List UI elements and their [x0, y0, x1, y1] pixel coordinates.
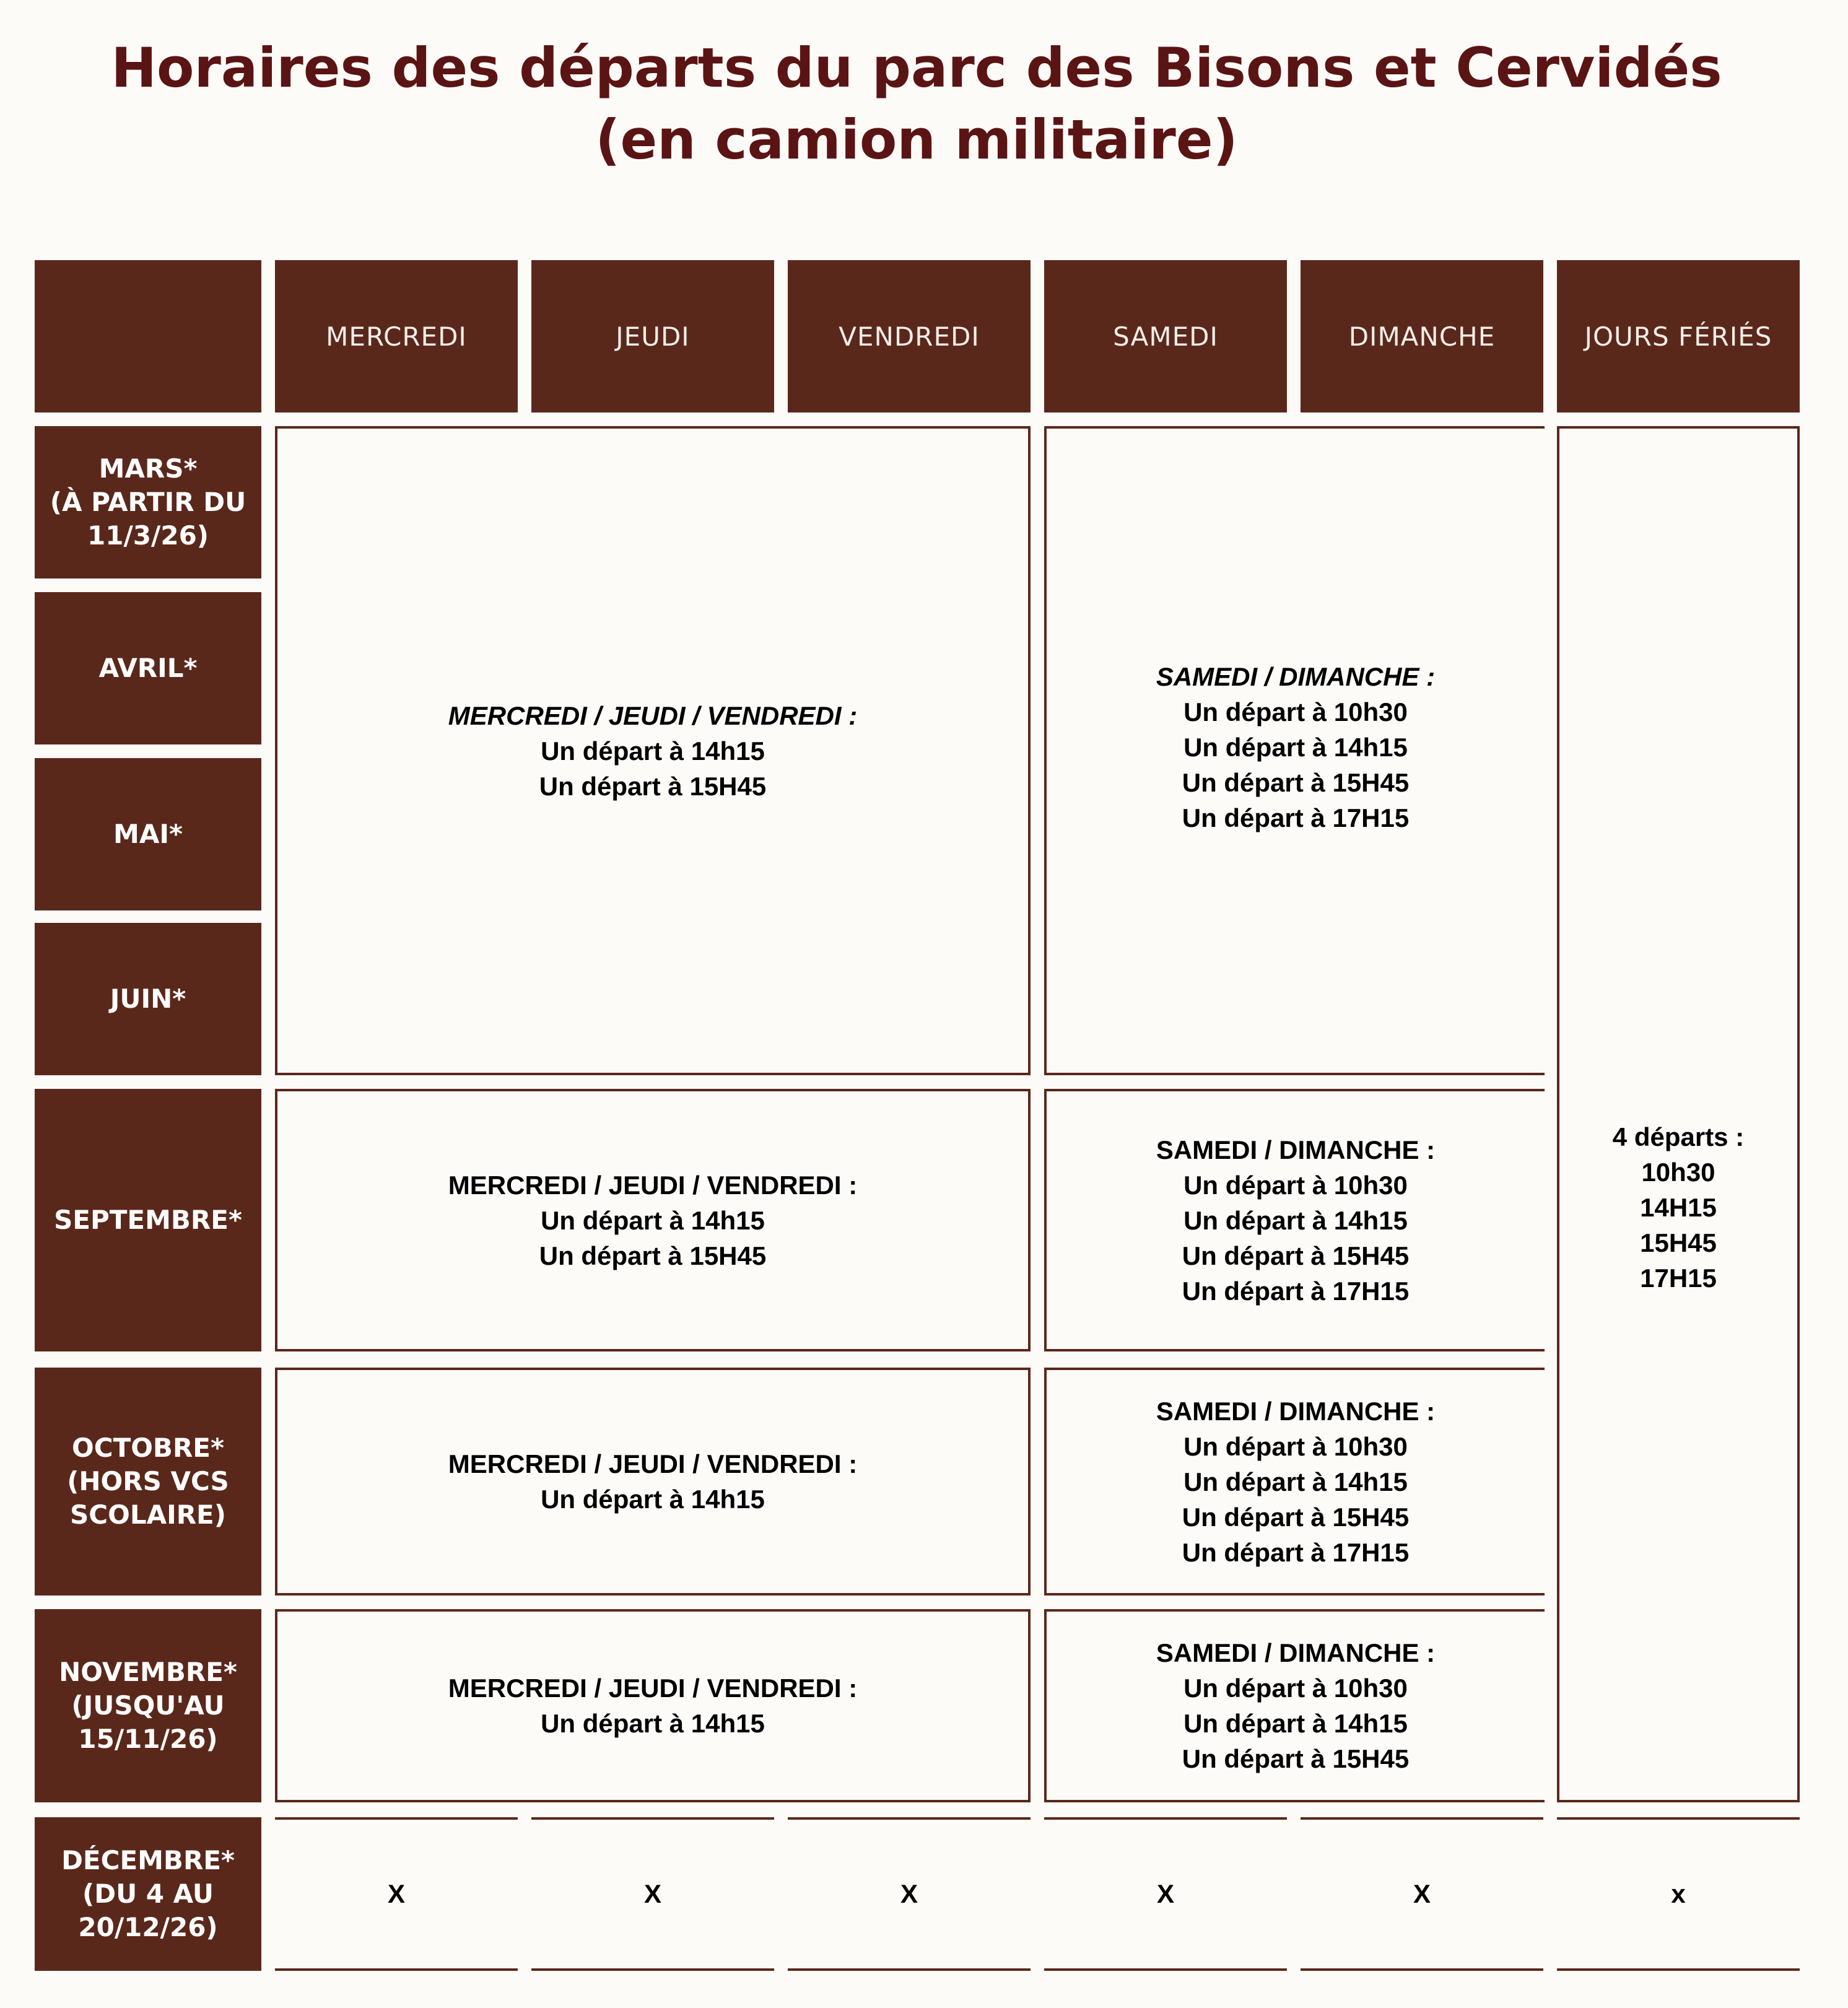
- departure-time: Un départ à 10h30: [1183, 1674, 1408, 1703]
- month-label-line: MAI*: [113, 819, 183, 849]
- schedule-heading: MERCREDI / JEUDI / VENDREDI :: [448, 1449, 858, 1478]
- month-cell-octobre: [35, 1368, 261, 1595]
- departure-time: Un départ à 15H45: [1182, 1241, 1410, 1270]
- departure-time: 15H45: [1640, 1228, 1717, 1257]
- month-cell-decembre: [35, 1817, 261, 1971]
- departure-time: Un départ à 15H45: [1182, 1744, 1410, 1773]
- departure-time: Un départ à 14h15: [1183, 1709, 1408, 1738]
- departure-time: Un départ à 10h30: [1183, 697, 1408, 727]
- departure-time: 10h30: [1641, 1157, 1715, 1187]
- month-label-line: 11/3/26): [87, 520, 209, 551]
- month-label-line: NOVEMBRE*: [59, 1657, 237, 1687]
- schedule-heading: 4 départs :: [1612, 1122, 1745, 1151]
- departure-time: Un départ à 10h30: [1183, 1170, 1408, 1200]
- schedule-heading: SAMEDI / DIMANCHE :: [1156, 1135, 1436, 1164]
- month-label-line: JUIN*: [110, 984, 186, 1014]
- month-label-line: SCOLAIRE): [70, 1499, 226, 1530]
- departure-time: 14H15: [1640, 1192, 1717, 1222]
- holidays-schedule: [1557, 426, 1800, 1802]
- december-mercredi-cell: X: [275, 1817, 518, 1971]
- departure-time: Un départ à 14h15: [541, 1205, 765, 1235]
- departure-time: Un départ à 15H45: [1182, 1502, 1410, 1532]
- september-weekend-schedule: [1044, 1089, 1545, 1351]
- departure-time: Un départ à 17H15: [1182, 803, 1410, 832]
- december-jeudi-cell: X: [531, 1817, 774, 1971]
- december-samedi-cell: X: [1044, 1817, 1287, 1971]
- november-weekday-schedule: [275, 1609, 1031, 1802]
- departure-time: Un départ à 17H15: [1182, 1276, 1410, 1306]
- departure-time: Un départ à 14h15: [1183, 733, 1408, 762]
- month-cell-juin: [35, 923, 261, 1075]
- month-cell-mai: [35, 758, 261, 910]
- header-vendredi: VENDREDI: [788, 260, 1031, 413]
- month-label-line: AVRIL*: [98, 653, 198, 683]
- header-dimanche: DIMANCHE: [1301, 260, 1543, 413]
- schedule-heading: MERCREDI / JEUDI / VENDREDI :: [448, 1170, 858, 1200]
- month-label-line: OCTOBRE*: [72, 1433, 224, 1463]
- page-title: [0, 32, 1833, 176]
- departure-time: 17H15: [1640, 1263, 1717, 1293]
- departure-time: Un départ à 15H45: [539, 771, 767, 801]
- header-samedi: SAMEDI: [1044, 260, 1287, 413]
- header-jours-feries: JOURS FÉRIÉS: [1557, 260, 1800, 413]
- october-weekend-schedule: [1044, 1368, 1545, 1595]
- departure-time: Un départ à 15H45: [539, 1241, 767, 1270]
- month-cell-mars: [35, 426, 261, 578]
- page-title-line-1: Horaires des départs du parc des Bisons et Cervidés: [111, 36, 1722, 100]
- month-label-line: DÉCEMBRE*: [61, 1845, 235, 1875]
- month-label-line: MARS*: [98, 453, 198, 484]
- december-vendredi-cell: X: [788, 1817, 1031, 1971]
- schedule-heading: MERCREDI / JEUDI / VENDREDI :: [448, 701, 858, 730]
- header-mercredi: MERCREDI: [275, 260, 518, 413]
- header-jeudi: JEUDI: [531, 260, 774, 413]
- month-label-line: 20/12/26): [78, 1912, 218, 1942]
- schedule-heading: SAMEDI / DIMANCHE :: [1156, 1396, 1436, 1426]
- departure-time: Un départ à 14h15: [541, 1709, 765, 1738]
- departure-time: Un départ à 17H15: [1182, 1537, 1410, 1567]
- month-label-line: (DU 4 AU: [82, 1879, 214, 1909]
- month-cell-septembre: [35, 1089, 261, 1351]
- departure-time: Un départ à 14h15: [541, 736, 765, 766]
- month-label-line: (À PARTIR DU: [50, 487, 246, 517]
- schedule-heading: SAMEDI / DIMANCHE :: [1156, 662, 1436, 691]
- spring-weekday-schedule: [275, 426, 1031, 1075]
- november-weekend-schedule: [1044, 1609, 1545, 1802]
- departure-time: Un départ à 14h15: [1183, 1467, 1408, 1496]
- schedule-heading: SAMEDI / DIMANCHE :: [1156, 1638, 1436, 1667]
- december-dimanche-cell: X: [1301, 1817, 1543, 1971]
- december-jours-feries-cell: x: [1557, 1817, 1800, 1971]
- departure-time: Un départ à 10h30: [1183, 1431, 1408, 1461]
- month-label-line: (HORS VCS: [67, 1466, 229, 1496]
- month-label-line: SEPTEMBRE*: [54, 1205, 242, 1235]
- spring-weekend-schedule: [1044, 426, 1545, 1075]
- month-cell-novembre: [35, 1609, 261, 1802]
- month-label-line: 15/11/26): [78, 1724, 218, 1754]
- month-label-line: (JUSQU'AU: [71, 1690, 225, 1721]
- october-weekday-schedule: [275, 1368, 1031, 1595]
- september-weekday-schedule: [275, 1089, 1031, 1351]
- page-title-line-2: (en camion militaire): [595, 108, 1238, 172]
- schedule-heading: MERCREDI / JEUDI / VENDREDI :: [448, 1674, 858, 1703]
- corner-header-cell: [35, 260, 261, 413]
- departure-time: Un départ à 14h15: [541, 1485, 765, 1514]
- departure-time: Un départ à 15H45: [1182, 768, 1410, 797]
- month-cell-avril: [35, 592, 261, 744]
- departure-time: Un départ à 14h15: [1183, 1205, 1408, 1235]
